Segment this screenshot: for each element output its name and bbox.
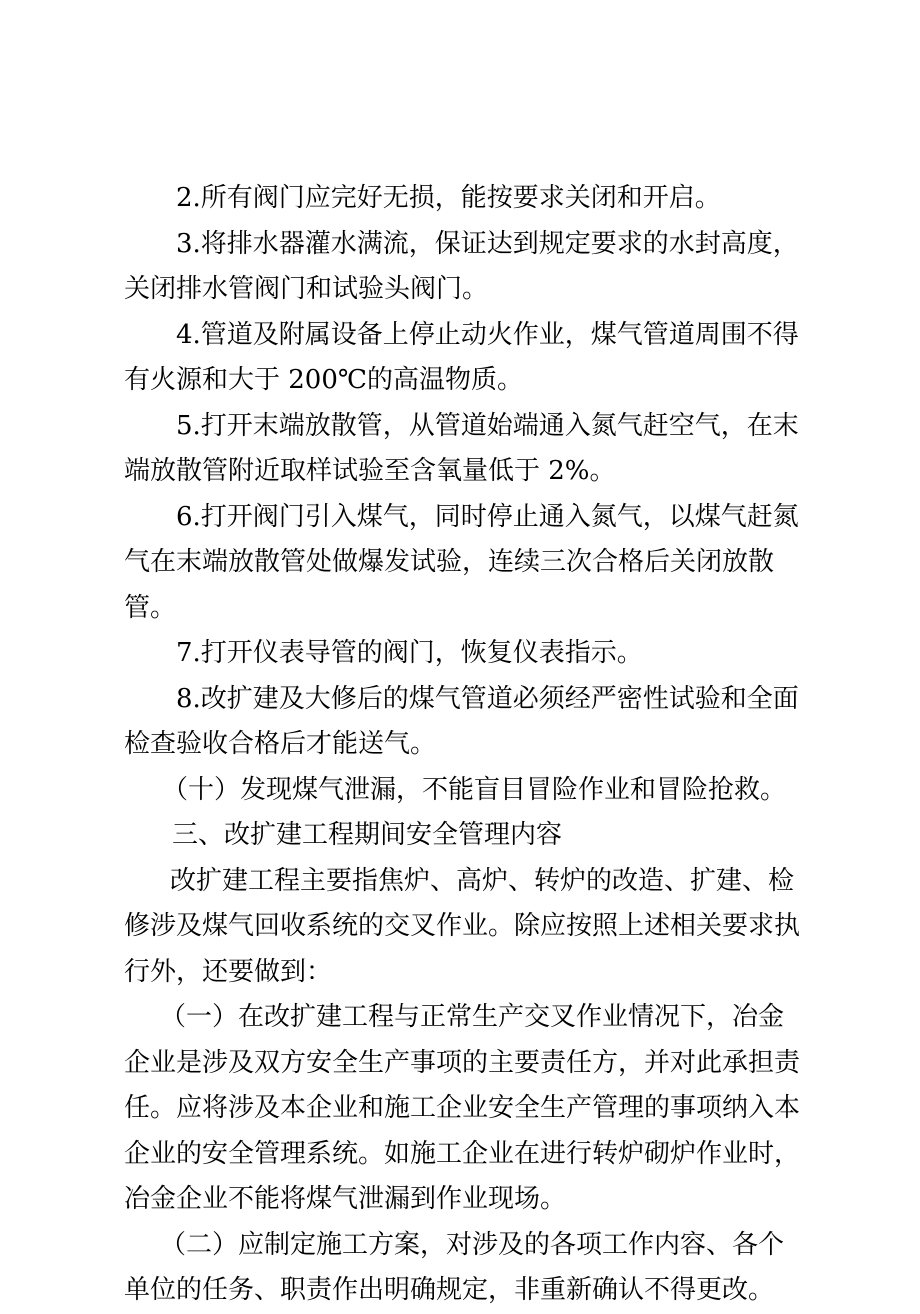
paragraph-item-3: 3.将排水器灌水满流，保证达到规定要求的水封高度，关闭排水管阀门和试验头阀门。 bbox=[124, 228, 799, 304]
paragraph-item-7: 7.打开仪表导管的阀门，恢复仪表指示。 bbox=[176, 638, 643, 668]
paragraph-item-8: 8.改扩建及大修后的煤气管道必须经严密性试验和全面检查验收合格后才能送气。 bbox=[124, 683, 799, 759]
section-ten-paragraph: （十）发现煤气泄漏，不能盲目冒险作业和冒险抢救。 bbox=[162, 774, 787, 805]
paragraph-item-5: 5.打开末端放散管，从管道始端通入氮气赶空气，在末端放散管附近取样试验至含氧量低于 2%。 bbox=[124, 410, 799, 486]
subsection-one-paragraph: （一）在改扩建工程与正常生产交叉作业情况下，冶金企业是涉及双方安全生产事项的主要责任方，并对此承担责任。应将涉及本企业和施工企业安全生产管理的事项纳入本企业的安全管理系统。如施工企业在进行转炉砌炉作业时，冶金企业不能将煤气泄漏到作业现场。 bbox=[124, 1002, 801, 1214]
paragraph-item-2: 2.所有阀门应完好无损，能按要求关闭和开启。 bbox=[176, 183, 721, 213]
document-body bbox=[124, 176, 800, 1314]
section-intro-paragraph: 改扩建工程主要指焦炉、高炉、转炉的改造、扩建、检修涉及煤气回收系统的交叉作业。除应按照上述相关要求执行外，还要做到： bbox=[124, 865, 801, 987]
subsection-two-paragraph: （二）应制定施工方案，对涉及的各项工作内容、各个单位的任务、职责作出明确规定，非重新确认不得更改。 bbox=[124, 1229, 785, 1305]
section-heading: 三、改扩建工程期间安全管理内容 bbox=[172, 820, 563, 850]
paragraph-item-4: 4.管道及附属设备上停止动火作业，煤气管道周围不得有火源和大于 200℃的高温物质。 bbox=[124, 319, 799, 395]
paragraph-item-6: 6.打开阀门引入煤气，同时停止通入氮气，以煤气赶氮气在末端放散管处做爆发试验，连续三次合格后关闭放散管。 bbox=[124, 501, 799, 623]
